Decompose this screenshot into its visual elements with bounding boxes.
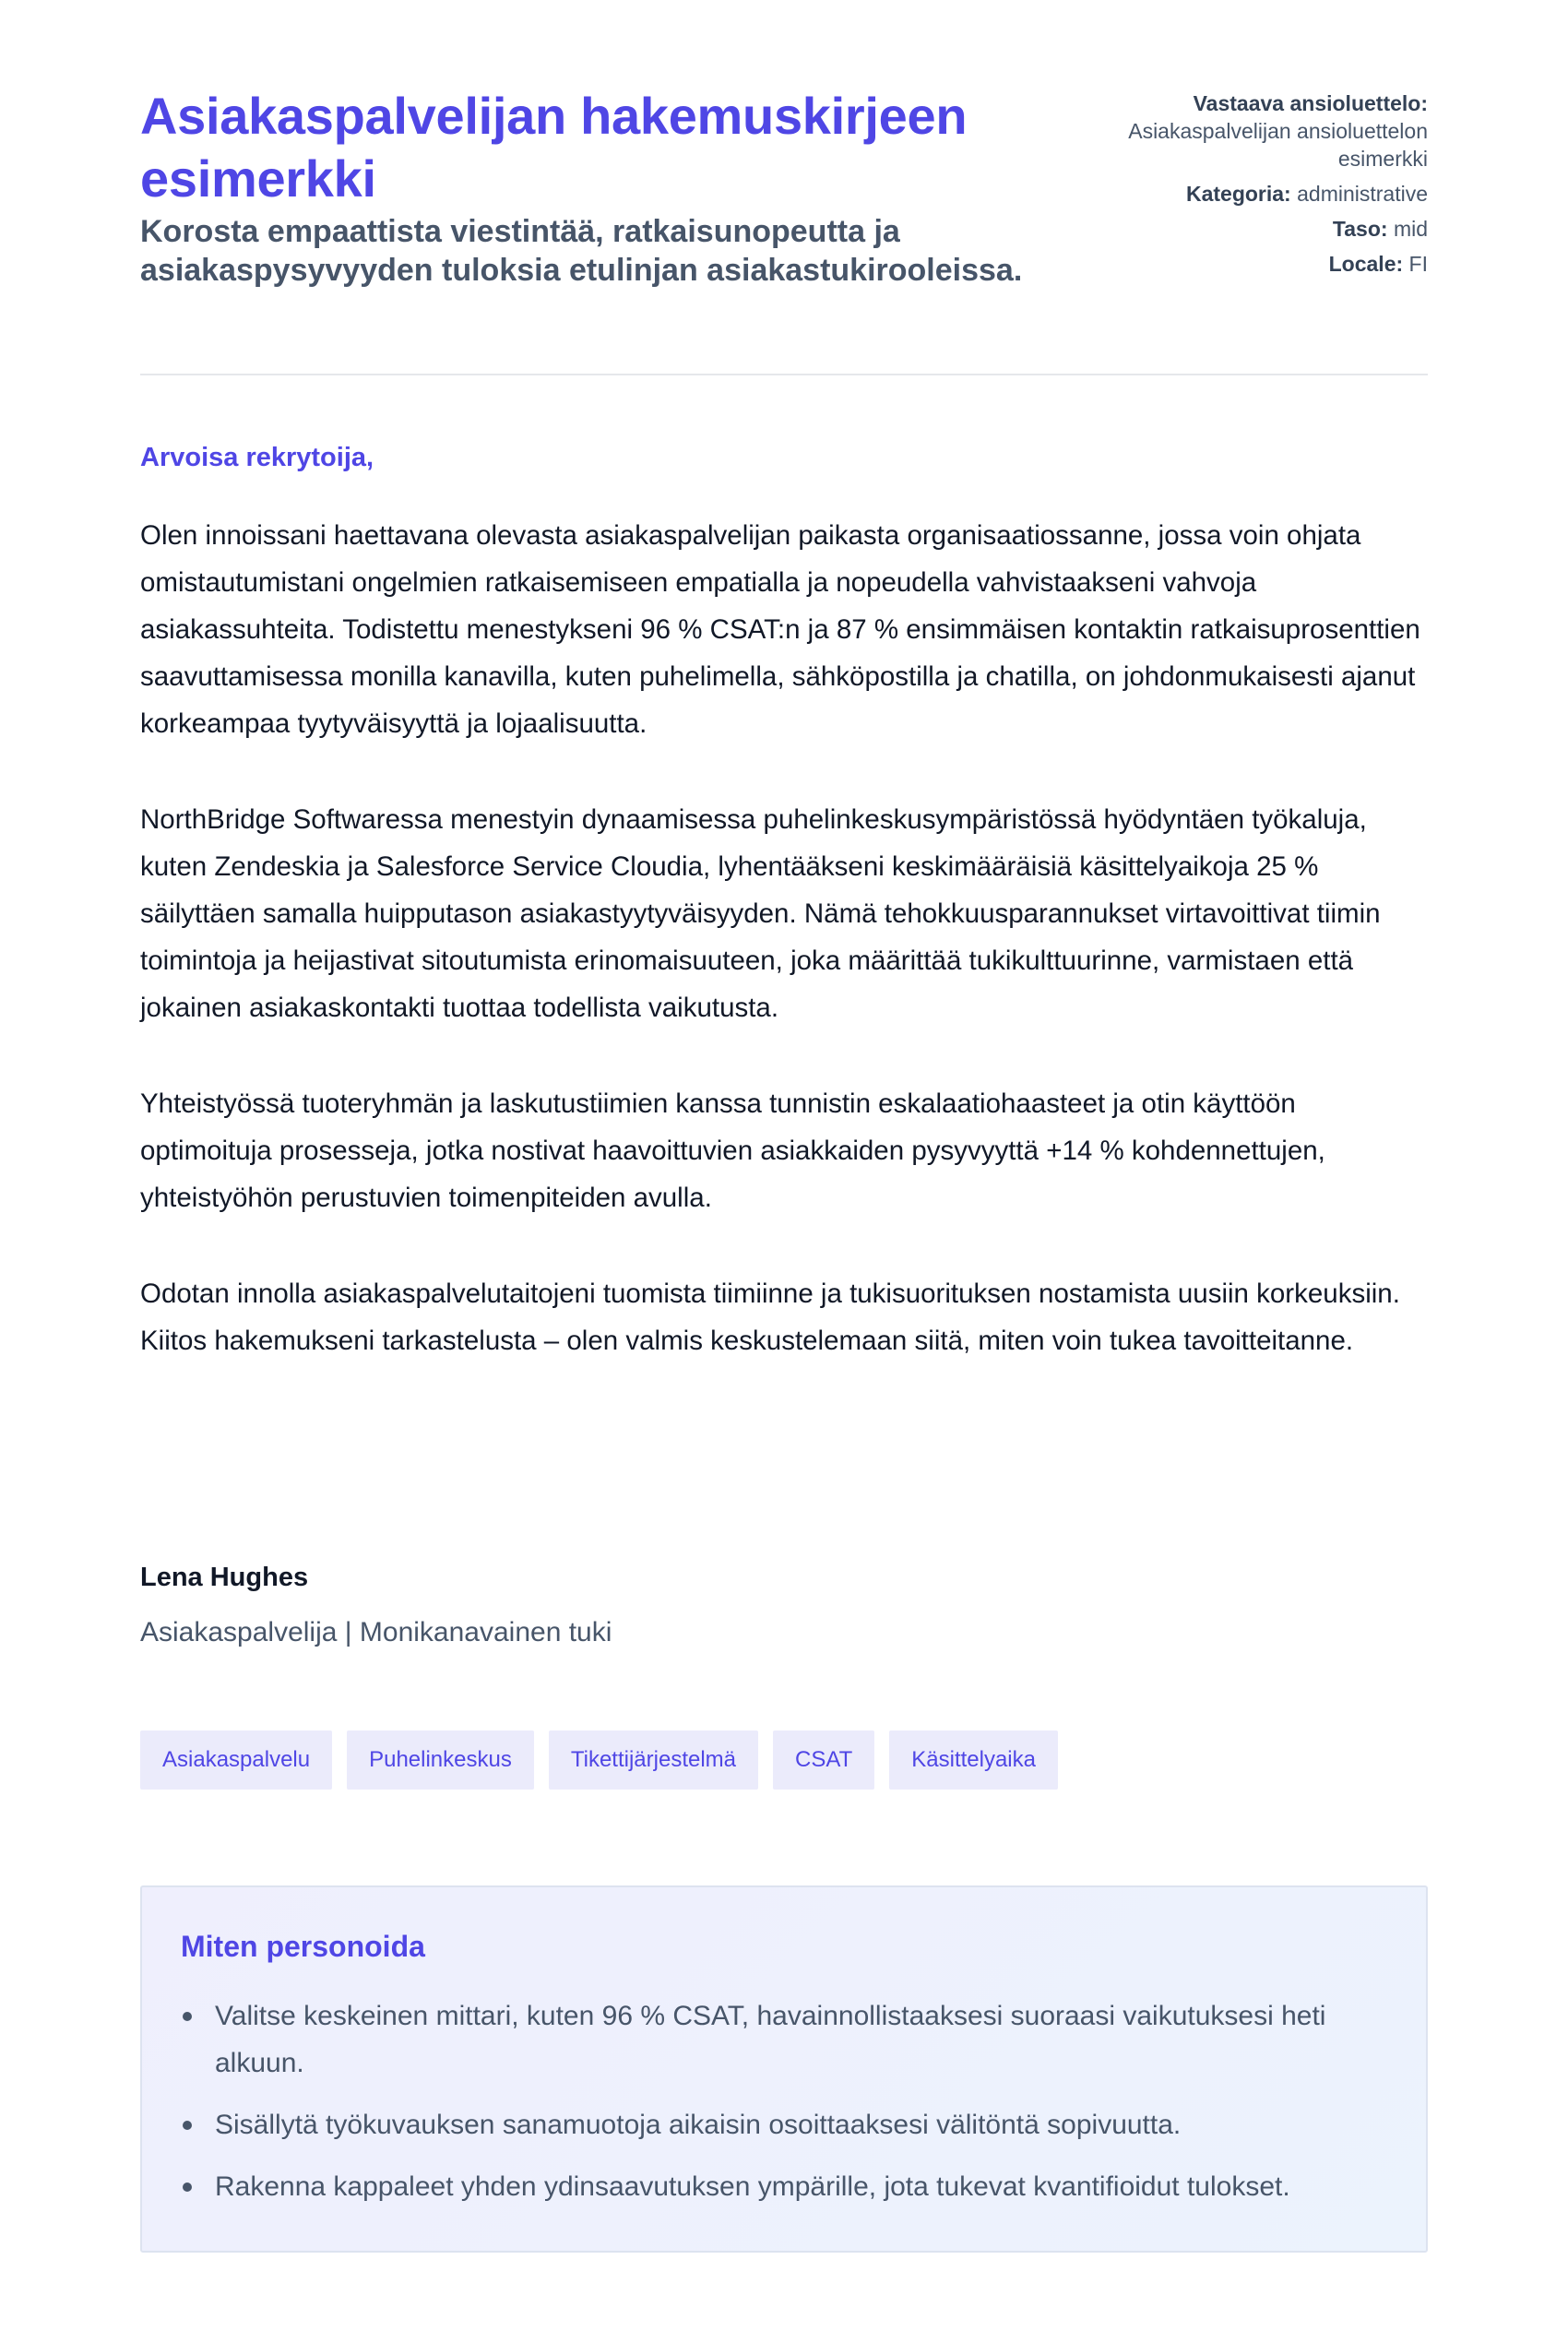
bullet-icon (183, 2121, 192, 2130)
tag[interactable]: Tikettijärjestelmä (549, 1730, 758, 1790)
bullet-icon (183, 2012, 192, 2021)
meta-category-label: Kategoria: (1185, 182, 1291, 206)
meta-related-resume-link[interactable]: Asiakaspalvelijan ansioluettelon esimerkki (1128, 119, 1428, 171)
letter-paragraph: Olen innoissani haettavana olevasta asiakaspalvelijan paikasta organisaatiossanne, jossa voin ohjata omistautumistani ongelmien ratkaisemiseen empatialla ja nopeudella vahvistaakseni vahvoja asiakassuhteita. Todistettu menestykseni 96 % CSAT:n ja 87 % ensimmäisen kontaktin ratkaisuprosenttien saavuttamisessa monilla kanavilla, kuten puhelimella, sähköpostilla ja chatilla, on johdonmukaisesti ajanut korkeampaa tyytyväisyyttä ja lojaalisuutta. (140, 520, 1420, 739)
tag-list (140, 1730, 1058, 1790)
page-subtitle: Korosta empaattista viestintää, ratkaisunopeutta ja asiakaspysyvyyden tuloksia etulinjan asiakastukirooleissa. (140, 214, 1023, 288)
page-title: Asiakaspalvelijan hakemuskirjeen esimerkki (140, 87, 968, 208)
meta-locale-label: Locale: (1328, 252, 1404, 276)
meta-related-resume-label: Vastaava ansioluettelo: (1193, 91, 1428, 115)
cover-letter-page (140, 0, 1428, 2202)
letter-greeting: Arvoisa rekrytoija, (140, 443, 374, 472)
title-block (140, 85, 1044, 290)
letter-paragraph: Odotan innolla asiakaspalvelutaitojeni tuomista tiimiinne ja tukisuorituksen nostamista uusiin korkeuksiin. Kiitos hakemukseni tarkastelusta – olen valmis keskustelemaan siitä, miten voin tukea tavoitteitanne. (140, 1279, 1400, 1356)
meta-category-value: administrative (1297, 182, 1428, 206)
meta-level-label: Taso: (1332, 217, 1388, 241)
tip-item (181, 2101, 1387, 2148)
tips-title: Miten personoida (181, 1930, 425, 1963)
tip-text: Rakenna kappaleet yhden ydinsaavutuksen ympärille, jota tukevat kvantifioidut tulokset. (215, 2171, 1290, 2202)
tip-item (181, 1992, 1387, 2087)
tip-item (181, 2163, 1387, 2210)
meta-level (1059, 215, 1428, 243)
tip-text: Valitse keskeinen mittari, kuten 96 % CSAT, havainnollistaaksesi suoraasi vaikutuksesi heti alkuun. (215, 2001, 1326, 2078)
tag[interactable]: CSAT (773, 1730, 874, 1790)
letter-paragraph: Yhteistyössä tuoteryhmän ja laskutustiimien kanssa tunnistin eskalaatiohaasteet ja otin käyttöön optimoituja prosesseja, jotka nostivat haavoittuvien asiakkaiden pysyvyyttä +14 % kohdennettujen, yhteistyöhön perustuvien toimenpiteiden avulla. (140, 1088, 1325, 1213)
meta-info (1059, 89, 1428, 285)
signature-role: Asiakaspalvelija | Monikanavainen tuki (140, 1617, 612, 1647)
meta-level-value: mid (1393, 217, 1428, 241)
personalization-tips-box (140, 1885, 1428, 2253)
page-header (140, 0, 1428, 375)
tag[interactable]: Asiakaspalvelu (140, 1730, 332, 1790)
tag[interactable]: Puhelinkeskus (347, 1730, 534, 1790)
meta-category (1059, 180, 1428, 208)
meta-locale-value: FI (1408, 252, 1428, 276)
signature-name: Lena Hughes (140, 1563, 309, 1592)
tip-text: Sisällytä työkuvauksen sanamuotoja aikaisin osoittaaksesi välitöntä sopivuutta. (215, 2110, 1182, 2140)
meta-related-resume (1059, 89, 1428, 172)
meta-locale (1059, 250, 1428, 278)
tag[interactable]: Käsittelyaika (889, 1730, 1058, 1790)
bullet-icon (183, 2182, 192, 2192)
letter-paragraph: NorthBridge Softwaressa menestyin dynaamisessa puhelinkeskusympäristössä hyödyntäen työkaluja, kuten Zendeskia ja Salesforce Service Cloudia, lyhentääkseni keskimääräisiä käsittelyaikoja 25 % säilyttäen samalla huipputason asiakastyytyväisyyden. Nämä tehokkuusparannukset virtavoittivat tiimin toimintoja ja heijastivat sitoutumista erinomaisuuteen, joka määrittää tukikulttuurinne, varmistaen että jokainen asiakaskontakti tuottaa todellista vaikutusta. (140, 804, 1381, 1023)
tips-list (181, 1992, 1387, 2210)
letter-body (140, 512, 1428, 1413)
